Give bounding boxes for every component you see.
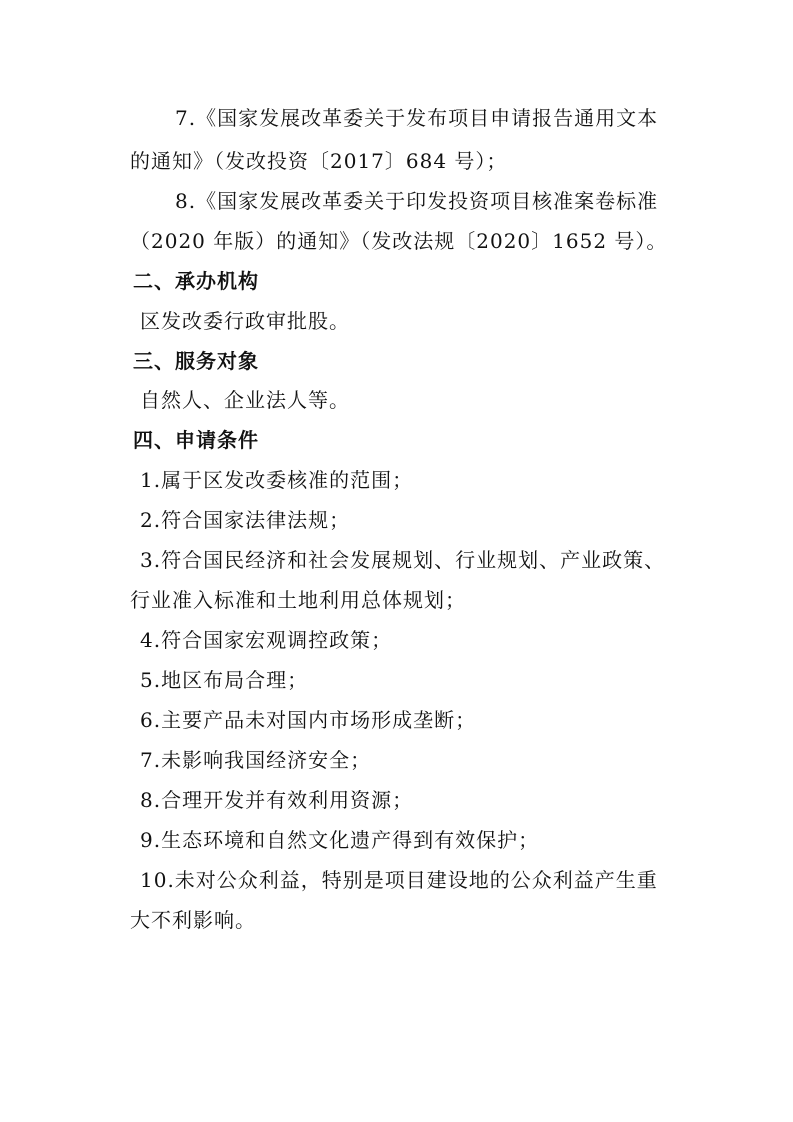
condition-item-10-line-2: 大不利影响。 bbox=[130, 908, 256, 932]
basis-item-7-line-2: 的通知》（发改投资〔2017〕684 号）； bbox=[130, 149, 508, 173]
condition-item-2: 2.符合国家法律法规； bbox=[140, 508, 351, 532]
condition-item-4: 4.符合国家宏观调控政策； bbox=[140, 628, 393, 652]
section-heading-organization: 二、承办机构 bbox=[133, 269, 259, 293]
section-heading-conditions: 四、申请条件 bbox=[133, 428, 259, 452]
condition-item-3-line-1: 3.符合国民经济和社会发展规划、行业规划、产业政策、 bbox=[140, 548, 666, 572]
basis-item-7-line-1: 7.《国家发展改革委关于发布项目申请报告通用文本 bbox=[175, 106, 659, 130]
organization-text: 区发改委行政审批股。 bbox=[140, 309, 350, 333]
condition-item-8: 8.合理开发并有效利用资源； bbox=[140, 788, 414, 812]
basis-item-8-line-2: （2020 年版）的通知》（发改法规〔2020〕1652 号）。 bbox=[130, 229, 668, 253]
section-heading-service-target: 三、服务对象 bbox=[133, 349, 259, 373]
basis-item-8-line-1: 8.《国家发展改革委关于印发投资项目核准案卷标准 bbox=[175, 189, 659, 213]
condition-item-7: 7.未影响我国经济安全； bbox=[140, 748, 372, 772]
condition-item-6: 6.主要产品未对国内市场形成垄断； bbox=[140, 708, 477, 732]
condition-item-9: 9.生态环境和自然文化遗产得到有效保护； bbox=[140, 828, 540, 852]
condition-item-3-line-2: 行业准入标准和土地利用总体规划； bbox=[130, 588, 466, 612]
condition-item-1: 1.属于区发改委核准的范围； bbox=[140, 468, 414, 492]
condition-item-5: 5.地区布局合理； bbox=[140, 668, 309, 692]
condition-item-10-line-1: 10.未对公众利益，特别是项目建设地的公众利益产生重 bbox=[140, 868, 658, 892]
service-target-text: 自然人、企业法人等。 bbox=[140, 388, 350, 412]
